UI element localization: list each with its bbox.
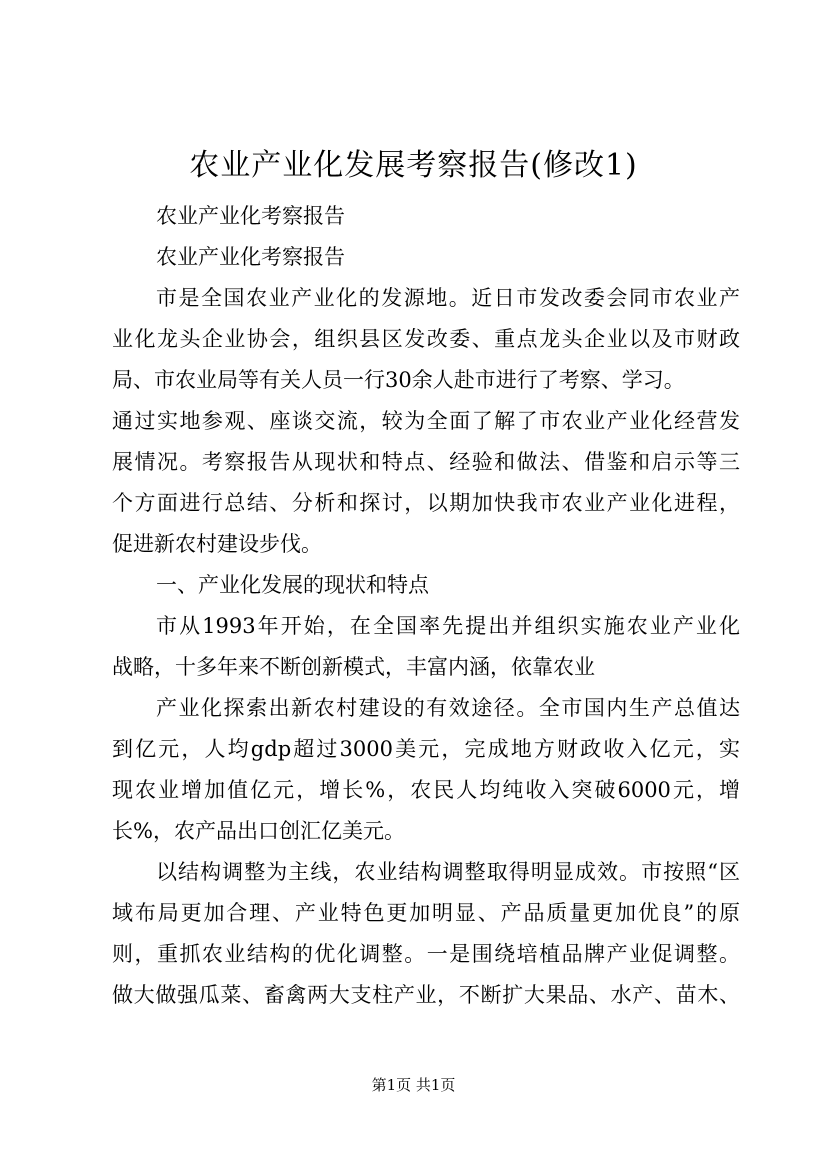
- document-body: [112, 196, 740, 1016]
- text-line: 现农业增加值亿元，增长%，农民人均纯收入突破6000元，增: [112, 778, 740, 802]
- text-line: 域布局更加合理、产业特色更加明显、产品质量更加优良”的原: [112, 901, 740, 925]
- text-line: 农业产业化考察报告: [156, 245, 345, 269]
- text-line: 展情况。考察报告从现状和特点、经验和做法、借鉴和启示等三: [112, 450, 740, 474]
- text-line: 产业化探索出新农村建设的有效途径。全市国内生产总值达: [156, 696, 740, 720]
- text-line: 农业产业化考察报告: [156, 204, 345, 228]
- text-line: 到亿元，人均gdp超过3000美元，完成地方财政收入亿元，实: [112, 737, 740, 761]
- text-line: 通过实地参观、座谈交流，较为全面了解了市农业产业化经营发: [112, 409, 740, 433]
- text-line: 局、市农业局等有关人员一行30余人赴市进行了考察、学习。: [112, 368, 685, 392]
- page-footer: 第1页 共1页: [371, 1076, 456, 1094]
- text-line: 市从1993年开始，在全国率先提出并组织实施农业产业化: [156, 614, 740, 638]
- text-line: 促进新农村建设步伐。: [112, 532, 322, 556]
- text-line: 长%，农产品出口创汇亿美元。: [112, 819, 405, 843]
- text-line: 市是全国农业产业化的发源地。近日市发改委会同市农业产: [156, 286, 740, 310]
- text-line: 则，重抓农业结构的优化调整。一是围绕培植品牌产业促调整。: [112, 942, 740, 966]
- text-line: 业化龙头企业协会，组织县区发改委、重点龙头企业以及市财政: [112, 327, 740, 351]
- text-line: 做大做强瓜菜、畜禽两大支柱产业，不断扩大果品、水产、苗木、: [112, 983, 740, 1007]
- text-line: 一、产业化发展的现状和特点: [156, 573, 429, 597]
- document-title: 农业产业化发展考察报告(修改1): [189, 148, 638, 183]
- text-line: 个方面进行总结、分析和探讨，以期加快我市农业产业化进程，: [112, 491, 740, 515]
- text-line: 战略，十多年来不断创新模式，丰富内涵，依靠农业: [112, 655, 595, 679]
- text-line: 以结构调整为主线，农业结构调整取得明显成效。市按照“区: [156, 860, 740, 884]
